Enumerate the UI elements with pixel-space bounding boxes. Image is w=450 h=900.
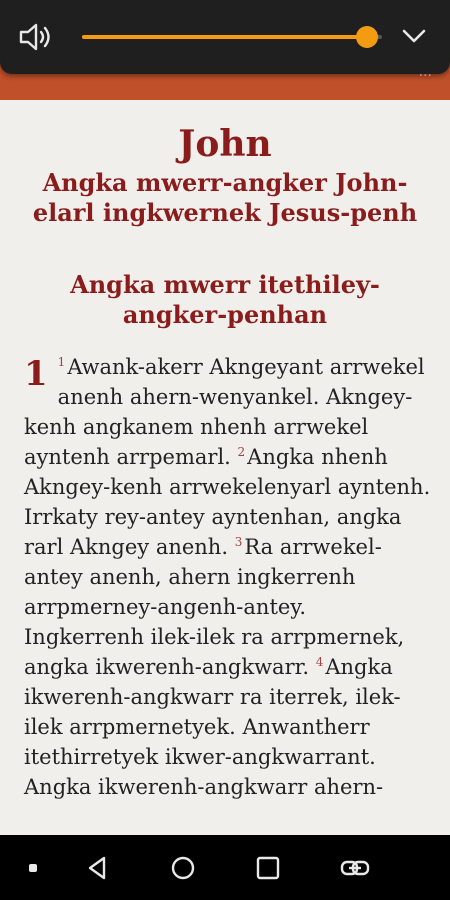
volume-slider[interactable]	[82, 26, 382, 48]
recents-icon[interactable]	[256, 856, 280, 880]
back-icon[interactable]	[84, 855, 110, 881]
scripture-content[interactable]	[0, 100, 450, 835]
volume-slider-fill	[82, 35, 367, 39]
chapter-text	[24, 352, 432, 802]
verse-text: Angka ikwerenh-angkwarr ra iterrek, ilek-ilek arrpmernetyek. Anwantherr itethirretyek ikwer-angkwarrant. Angka ikwerenh-angkwarr ahern-	[24, 655, 401, 799]
verse-text: Angka nhenh Akngey-kenh arrwekelenyarl ayntenh. Irrkaty rey-antey ayntenhan, angka rarl Akngey anenh.	[24, 445, 431, 559]
speaker-icon[interactable]	[18, 22, 52, 52]
home-icon[interactable]	[170, 855, 196, 881]
chevron-down-icon[interactable]	[400, 24, 428, 48]
verse-number: 1	[57, 355, 66, 369]
book-title: John	[178, 123, 272, 165]
system-nav-bar	[0, 835, 450, 900]
verse-number: 2	[237, 445, 246, 459]
dot-icon[interactable]	[26, 861, 40, 875]
section-heading: Angka mwerr itethiley-angker-penhan	[70, 270, 380, 329]
verse-text: Ra arrwekel-antey anenh, ahern ingkerrenh arrpmerney-angenh-antey. Ingkerrenh ilek-ilek ra arrpmernek, angka ikwerenh-angkwarr.	[24, 535, 405, 679]
verse-number: 3	[234, 535, 243, 549]
volume-slider-thumb[interactable]	[356, 26, 378, 48]
verse-number: 4	[315, 655, 324, 669]
chapter-number: 1	[24, 354, 48, 394]
verse-text: Awank-akerr Akngeyant arrwekel anenh ahern-wenyankel. Akngey-kenh angkanem nhenh arrwekel ayntenh arrpemarl.	[24, 355, 425, 469]
link-icon[interactable]	[340, 856, 370, 880]
book-subtitle: Angka mwerr-angker John-elarl ingkwernek Jesus-penh	[32, 168, 418, 227]
audio-volume-panel	[0, 0, 450, 74]
